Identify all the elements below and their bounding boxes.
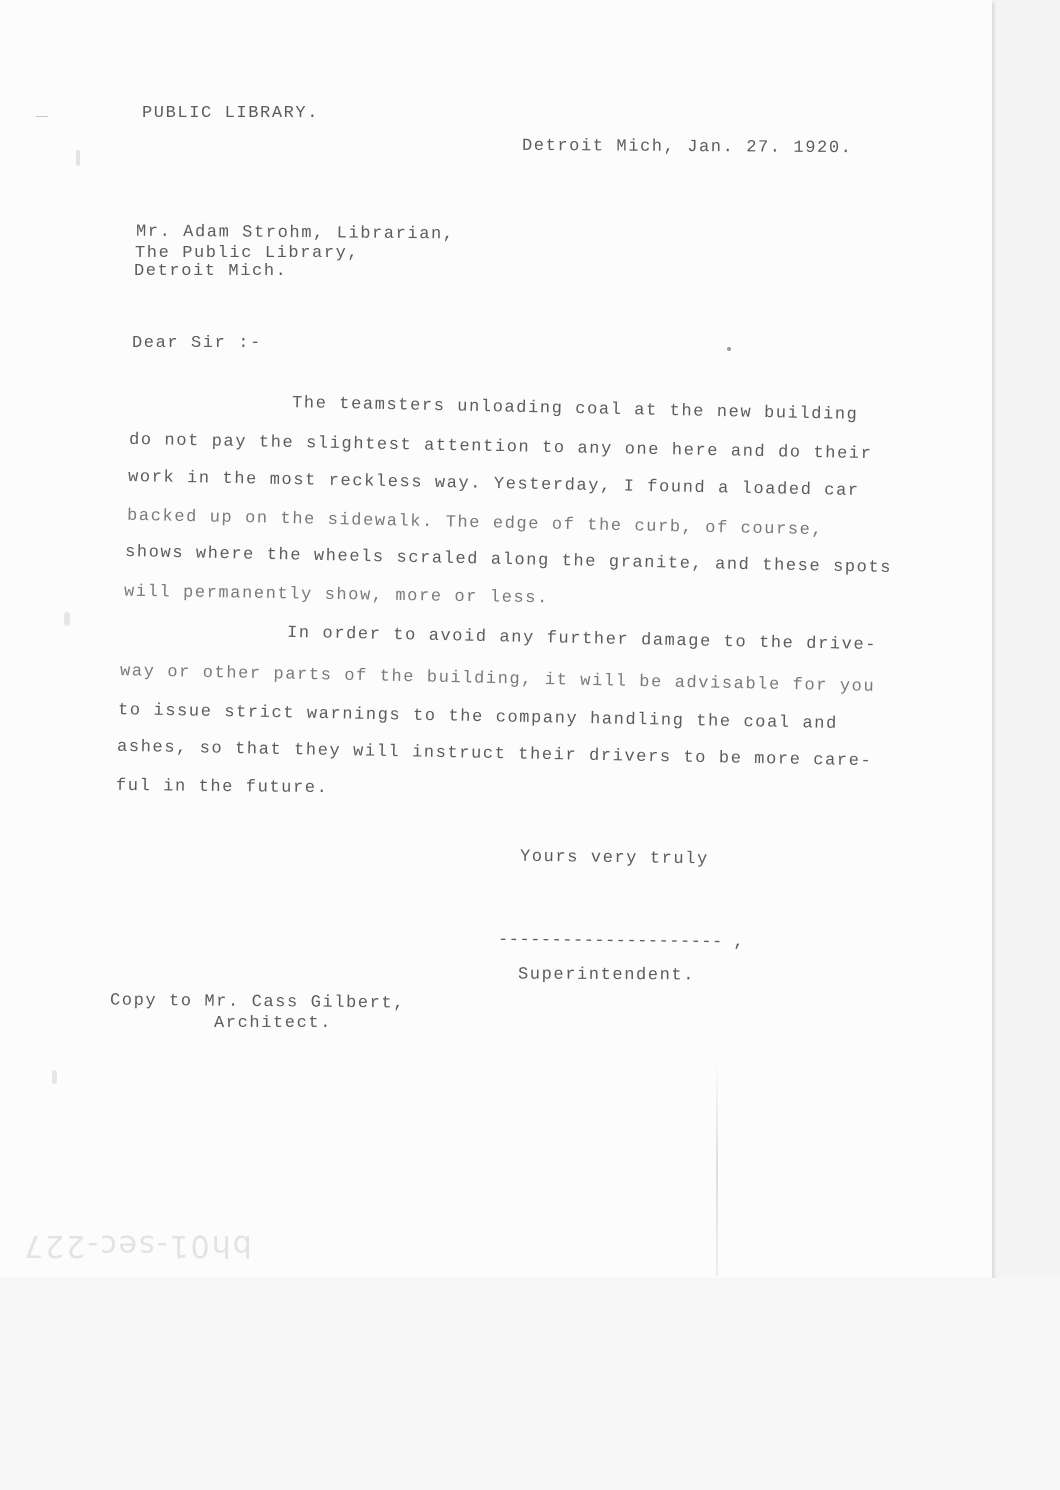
paper-speck [727,347,731,351]
signatory-title: Superintendent. [517,965,696,986]
paper-speck [52,1070,57,1084]
body-line: shows where the wheels scraled along the granite, and these spots [124,542,893,579]
paper-speck [36,116,48,117]
body-line: do not pay the slightest attention to any one here and do their [128,430,873,465]
recipient-org-line: The Public Library, [135,244,360,263]
body-line: to issue strict warnings to the company handling the coal and [117,701,839,734]
paper-speck [64,612,70,626]
body-line: The teamsters unloading coal at the new building [291,394,859,425]
closing: Yours very truly [519,847,709,870]
dateline: Detroit Mich, Jan. 27. 1920. [521,136,853,159]
body-line: way or other parts of the building, it will be advisable for you [119,662,876,697]
paper-crease [716,1060,718,1276]
body-line: ful in the future. [115,776,329,799]
recipient-city-line: Detroit Mich. [134,262,288,281]
body-line: work in the most reckless way. Yesterday, I found a loaded car [127,467,860,502]
letterhead: PUBLIC LIBRARY. [142,104,320,123]
salutation: Dear Sir :- [132,334,262,353]
body-line: In order to avoid any further damage to the drive- [286,623,878,656]
archive-stamp: bh01-sec-227 [22,1228,252,1263]
body-line: will permanently show, more or less. [123,582,549,609]
body-line: backed up on the sidewalk. The edge of the curb, of course, [126,506,824,541]
signature-line: --------------------- , [497,930,745,953]
recipient-name-line: Mr. Adam Strohm, Librarian, [135,222,455,245]
scan-background [0,1278,1060,1490]
copy-note-line: Copy to Mr. Cass Gilbert, [109,991,406,1014]
paper-speck [76,150,80,166]
copy-note-line: Architect. [214,1014,333,1033]
body-line: ashes, so that they will instruct their drivers to be more care- [116,737,873,772]
